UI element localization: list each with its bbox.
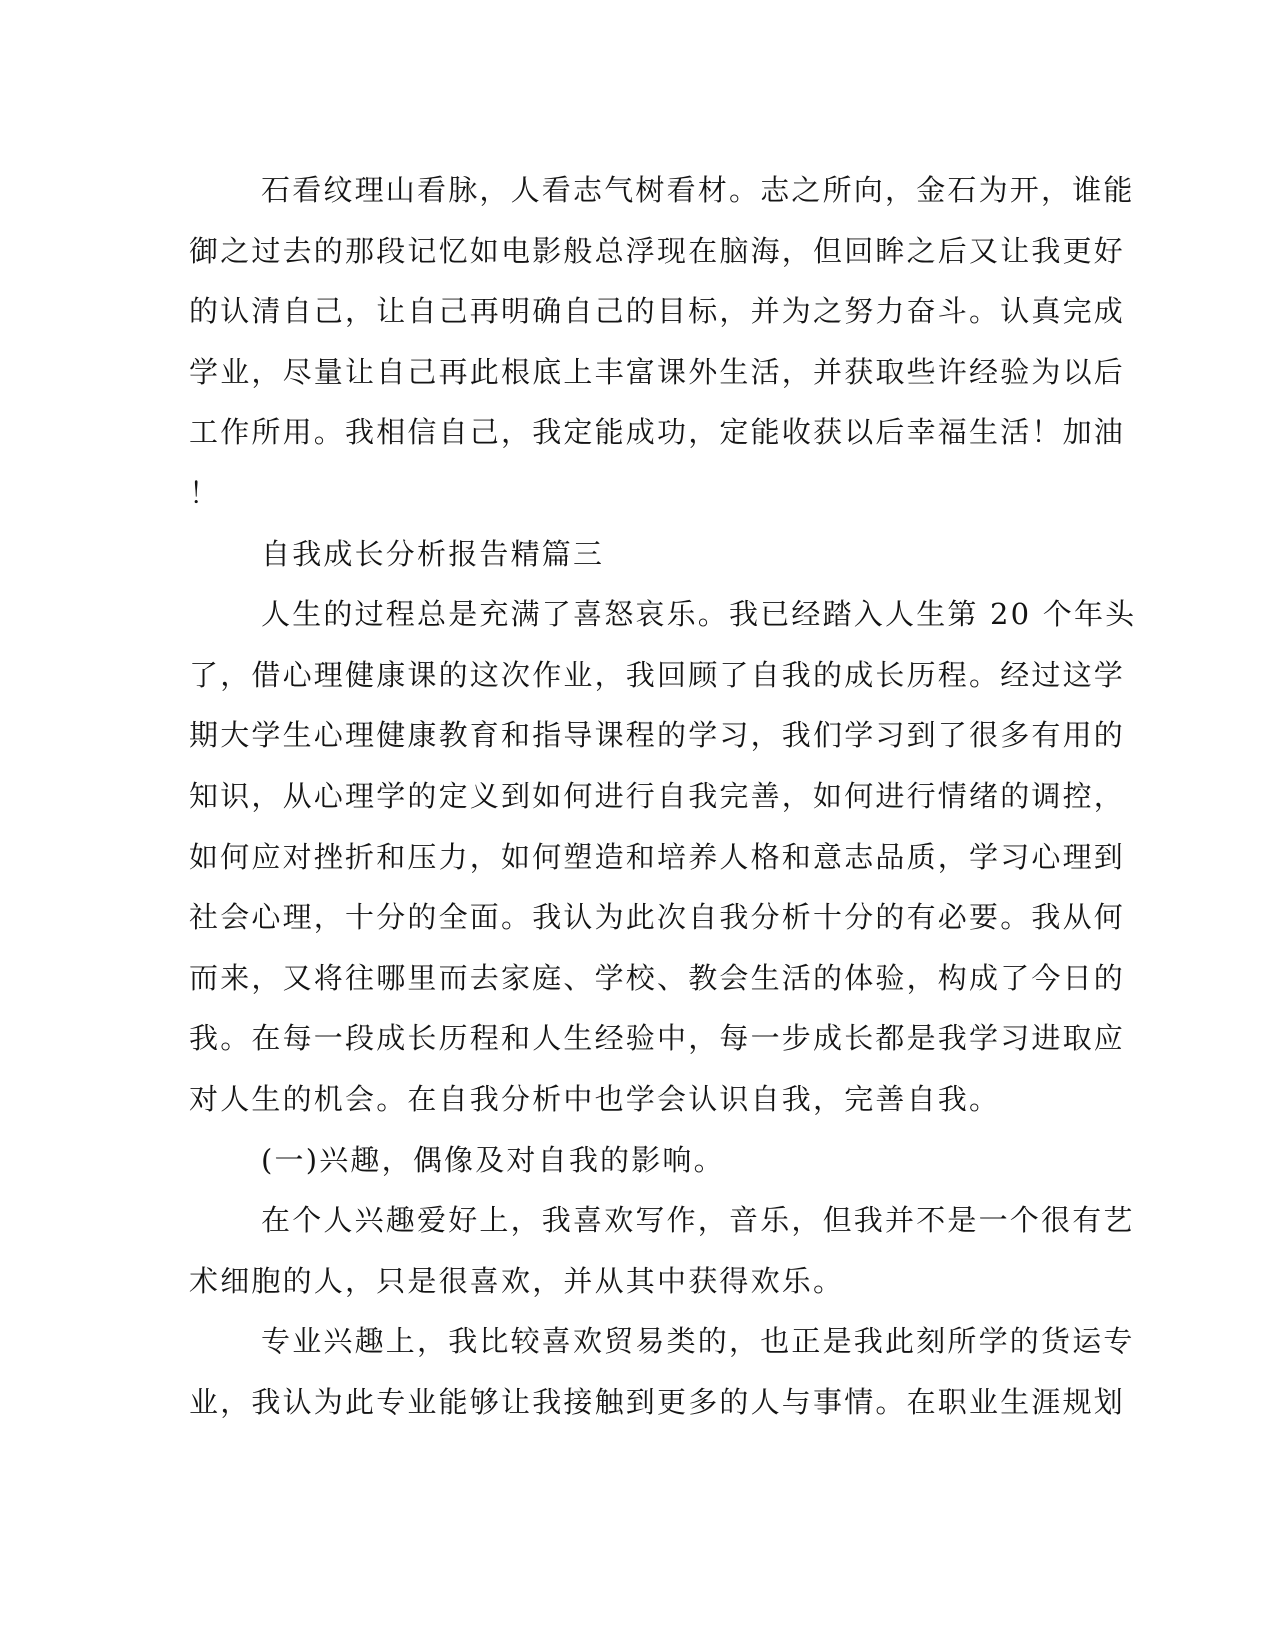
text-line: 术细胞的人，只是很喜欢，并从其中获得欢乐。 <box>189 1263 845 1298</box>
text-line: 期大学生心理健康教育和指导课程的学习，我们学习到了很多有用的 <box>189 718 1126 753</box>
text-line: 社会心理，十分的全面。我认为此次自我分析十分的有必要。我从何 <box>189 900 1126 935</box>
text-line: 知识，从心理学的定义到如何进行自我完善，如何进行情绪的调控， <box>189 778 1126 813</box>
text-line: 了，借心理健康课的这次作业，我回顾了自我的成长历程。经过这学 <box>189 657 1126 692</box>
text-line: 如何应对挫折和压力，如何塑造和培养人格和意志品质，学习心理到 <box>189 839 1126 874</box>
text-line: 工作所用。我相信自己，我定能成功，定能收获以后幸福生活！加油 <box>189 415 1126 450</box>
section-heading: 自我成长分析报告精篇三 <box>261 536 605 571</box>
text-line: 御之过去的那段记忆如电影般总浮现在脑海，但回眸之后又让我更好 <box>189 233 1126 268</box>
text-line: 人生的过程总是充满了喜怒哀乐。我已经踏入人生第 20 个年头 <box>261 597 1137 632</box>
text-line: 在个人兴趣爱好上，我喜欢写作，音乐，但我并不是一个很有艺 <box>261 1203 1135 1238</box>
text-line: 而来，又将往哪里而去家庭、学校、教会生活的体验，构成了今日的 <box>189 960 1126 995</box>
text-line: 学业，尽量让自己再此根底上丰富课外生活，并获取些许经验为以后 <box>189 354 1126 389</box>
subsection-heading: (一)兴趣，偶像及对自我的影响。 <box>261 1142 725 1177</box>
text-line: ！ <box>189 475 221 510</box>
text-line: 的认清自己，让自己再明确自己的目标，并为之努力奋斗。认真完成 <box>189 294 1126 329</box>
text-line: 业，我认为此专业能够让我接触到更多的人与事情。在职业生涯规划 <box>189 1384 1126 1419</box>
document-body <box>189 160 1137 1432</box>
text-line: 我。在每一段成长历程和人生经验中，每一步成长都是我学习进取应 <box>189 1021 1126 1056</box>
text-line: 专业兴趣上，我比较喜欢贸易类的，也正是我此刻所学的货运专 <box>261 1324 1135 1359</box>
text-line: 对人生的机会。在自我分析中也学会认识自我，完善自我。 <box>189 1081 1001 1116</box>
text-line: 石看纹理山看脉，人看志气树看材。志之所向，金石为开，谁能 <box>261 173 1135 207</box>
